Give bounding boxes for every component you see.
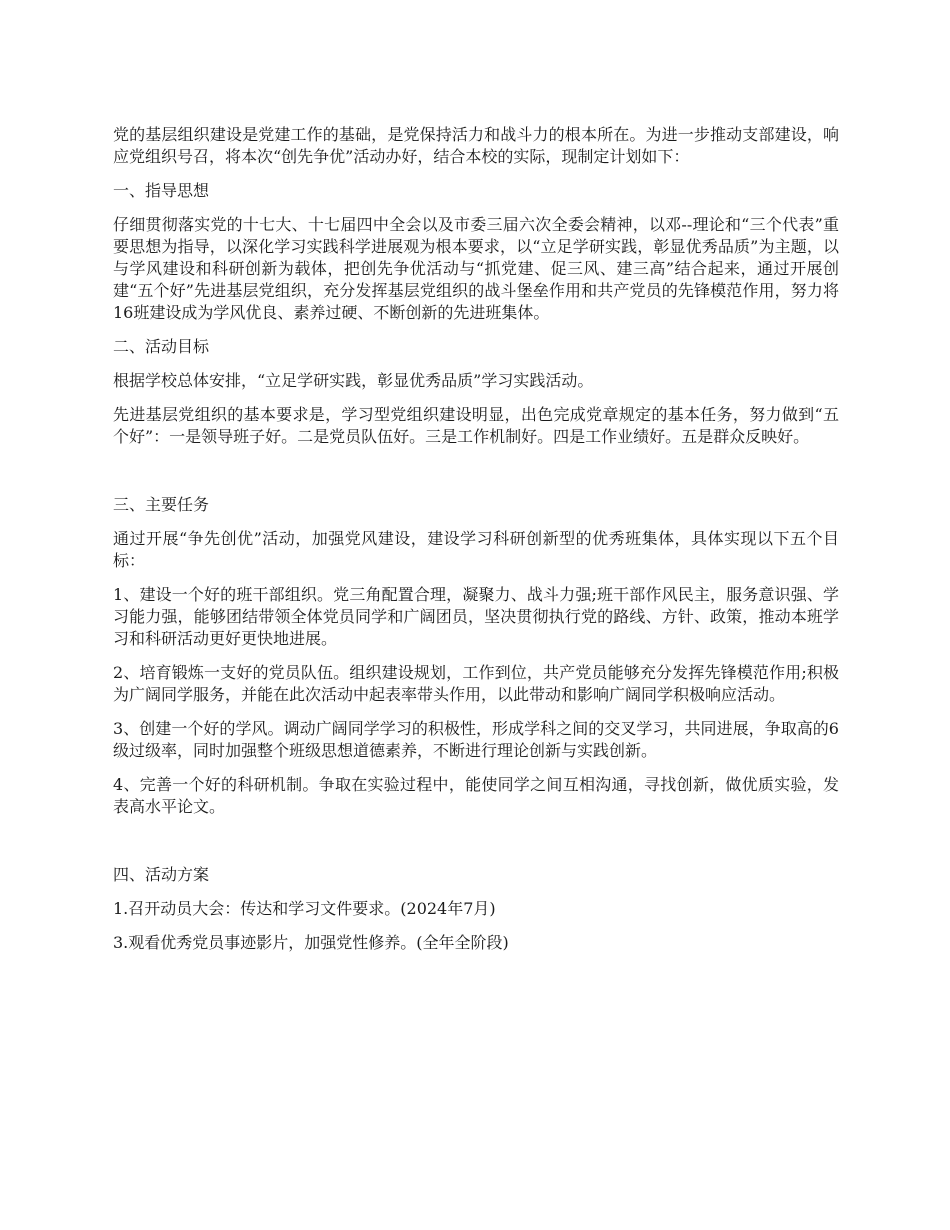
- activity-goals-paragraph-1: 根据学校总体安排，“立足学研实践，彰显优秀品质”学习实践活动。: [113, 371, 594, 390]
- document-body: [113, 124, 839, 966]
- guiding-ideology-paragraph: 仔细贯彻落实党的十七大、十七届四中全会以及市委三届六次全委会精神，以邓--理论和“三个代表”重要思想为指导，以深化学习实践科学进展观为根本要求，以“立足学研实践，彰显优秀品质”为主题，以与学风建设和科研创新为载体，把创先争优活动与“抓党建、促三风、建三高”结合起来，通过开展创建“五个好”先进基层党组织，充分发挥基层党组织的战斗堡垒作用和共产党员的先锋模范作用，努力将16班建设成为学风优良、素养过硬、不断创新的先进班集体。: [113, 215, 839, 322]
- task-item-3: 3、创建一个好的学风。调动广阔同学学习的积极性，形成学科之间的交叉学习，共同进展，争取高的6级过级率，同时加强整个班级思想道德素养，不断进行理论创新与实践创新。: [113, 719, 839, 760]
- main-tasks-intro-paragraph: 通过开展“争先创优”活动，加强党风建设，建设学习科研创新型的优秀班集体，具体实现以下五个目标：: [113, 529, 839, 570]
- section-heading-guiding-ideology: 一、指导思想: [113, 181, 210, 200]
- section-heading-activity-goals: 二、活动目标: [113, 337, 210, 356]
- task-item-2: 2、培育锻炼一支好的党员队伍。组织建设规划，工作到位，共产党员能够充分发挥先锋模范作用;积极为广阔同学服务，并能在此次活动中起表率带头作用，以此带动和影响广阔同学积极响应活动。: [113, 663, 839, 704]
- task-item-4: 4、完善一个好的科研机制。争取在实验过程中，能使同学之间互相沟通，寻找创新，做优质实验，发表高水平论文。: [113, 775, 839, 816]
- spacer: [113, 460, 839, 494]
- task-item-1: 1、建设一个好的班干部组织。党三角配置合理，凝聚力、战斗力强;班干部作风民主，服务意识强、学习能力强，能够团结带领全体党员同学和广阔团员，坚决贯彻执行党的路线、方针、政策，推动本班学习和科研活动更好更快地进展。: [113, 585, 839, 648]
- spacer: [113, 830, 839, 864]
- plan-item-3: 3.观看优秀党员事迹影片，加强党性修养。(全年全阶段): [113, 933, 509, 952]
- plan-item-1: 1.召开动员大会：传达和学习文件要求。(2024年7月): [113, 899, 496, 918]
- section-heading-main-tasks: 三、主要任务: [113, 495, 210, 514]
- section-heading-activity-plan: 四、活动方案: [113, 865, 210, 884]
- activity-goals-paragraph-2: 先进基层党组织的基本要求是，学习型党组织建设明显，出色完成党章规定的基本任务，努力做到“五个好”：一是领导班子好。二是党员队伍好。三是工作机制好。四是工作业绩好。五是群众反映好。: [113, 405, 839, 446]
- intro-paragraph: 党的基层组织建设是党建工作的基础，是党保持活力和战斗力的根本所在。为进一步推动支部建设，响应党组织号召，将本次“创先争优”活动办好，结合本校的实际，现制定计划如下：: [113, 125, 839, 166]
